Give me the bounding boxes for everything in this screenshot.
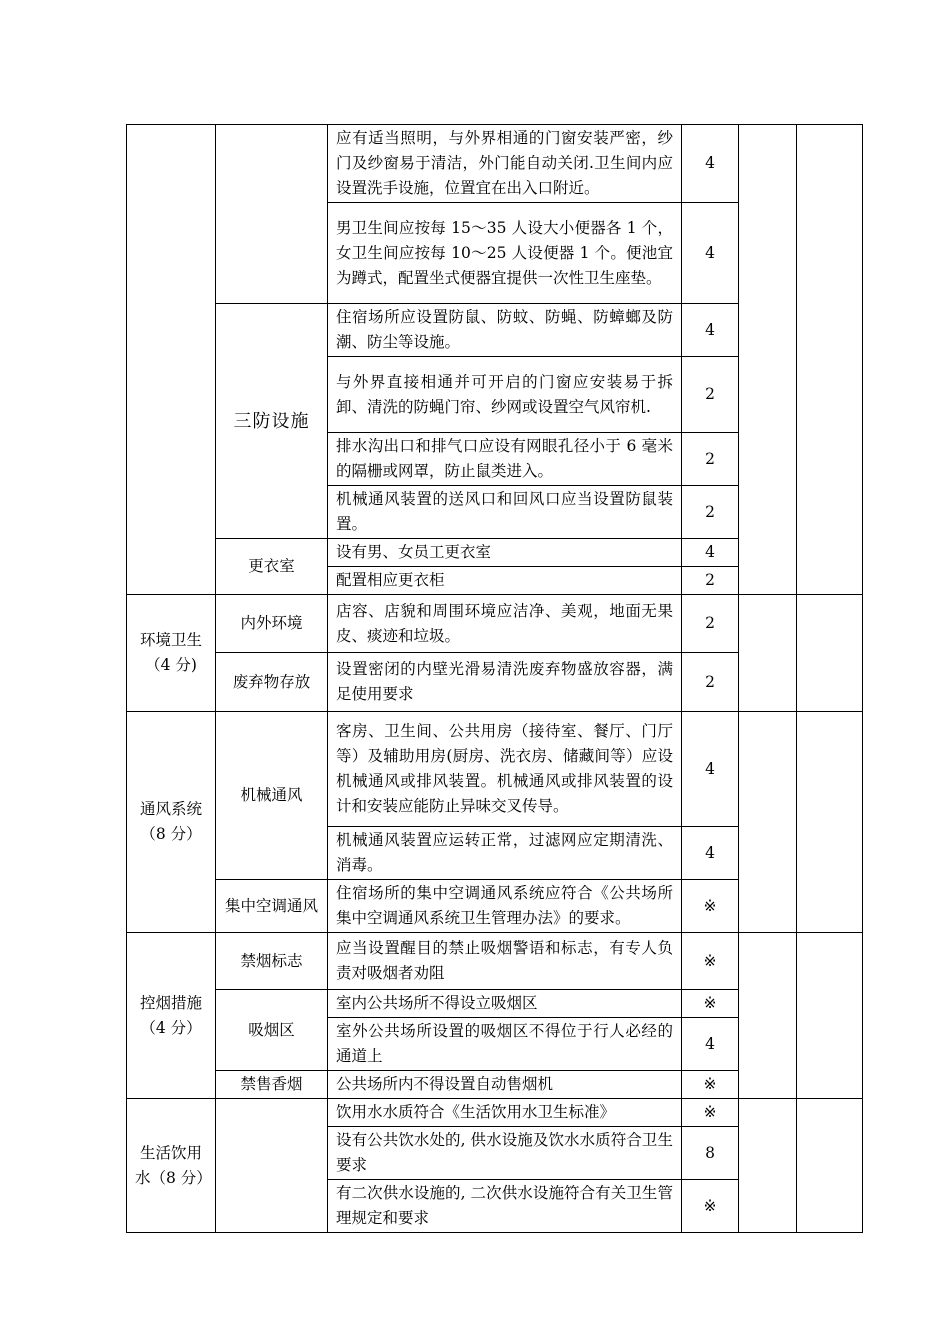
subcategory-cell-empty <box>216 1099 328 1233</box>
item-description: 应当设置醒目的禁止吸烟警语和标志，有专人负责对吸烟者劝阻 <box>328 933 682 990</box>
subcategory-pest-control: 三防设施 <box>216 304 328 539</box>
category-environment: 环境卫生（4 分) <box>127 595 216 712</box>
blank-cell <box>739 933 797 1099</box>
subcategory-cell-empty <box>216 125 328 304</box>
item-description: 室内公共场所不得设立吸烟区 <box>328 990 682 1018</box>
category-cell-empty <box>127 125 216 595</box>
item-description: 设置密闭的内壁光滑易清洗废弃物盛放容器，满足使用要求 <box>328 653 682 712</box>
item-score: ※ <box>682 990 739 1018</box>
subcategory-no-cigarette-sales: 禁售香烟 <box>216 1071 328 1099</box>
subcategory-locker-room: 更衣室 <box>216 539 328 595</box>
item-score: 4 <box>682 125 739 203</box>
item-score: 4 <box>682 304 739 357</box>
item-description: 男卫生间应按每 15～35 人设大小便器各 1 个，女卫生间应按每 10～25 人设便器 1 个。便池宜为蹲式，配置坐式便器宜提供一次性卫生座垫。 <box>328 203 682 304</box>
subcategory-no-smoking-sign: 禁烟标志 <box>216 933 328 990</box>
blank-cell <box>797 712 863 933</box>
subcategory-smoking-area: 吸烟区 <box>216 990 328 1071</box>
category-drinking-water: 生活饮用水（8 分） <box>127 1099 216 1233</box>
item-description: 室外公共场所设置的吸烟区不得位于行人必经的通道上 <box>328 1018 682 1071</box>
table-row <box>127 933 863 990</box>
blank-cell <box>797 595 863 712</box>
item-score: 2 <box>682 357 739 433</box>
blank-cell <box>739 125 797 595</box>
table-row <box>127 1099 863 1127</box>
item-score: ※ <box>682 1071 739 1099</box>
item-score: ※ <box>682 880 739 933</box>
item-score: 8 <box>682 1127 739 1180</box>
blank-cell <box>797 1099 863 1233</box>
item-score: ※ <box>682 933 739 990</box>
item-score: 2 <box>682 653 739 712</box>
blank-cell <box>797 125 863 595</box>
item-description: 与外界直接相通并可开启的门窗应安装易于拆卸、清洗的防蝇门帘、纱网或设置空气风帘机. <box>328 357 682 433</box>
item-description: 住宿场所应设置防鼠、防蚊、防蝇、防蟑螂及防潮、防尘等设施。 <box>328 304 682 357</box>
item-score: 4 <box>682 1018 739 1071</box>
blank-cell <box>739 1099 797 1233</box>
item-description: 机械通风装置应运转正常，过滤网应定期清洗、消毒。 <box>328 827 682 880</box>
item-score: 4 <box>682 827 739 880</box>
table-row <box>127 712 863 827</box>
category-smoking-control: 控烟措施（4 分） <box>127 933 216 1099</box>
subcategory-central-ac: 集中空调通风 <box>216 880 328 933</box>
item-description: 住宿场所的集中空调通风系统应符合《公共场所集中空调通风系统卫生管理办法》的要求。 <box>328 880 682 933</box>
item-score: 4 <box>682 712 739 827</box>
blank-cell <box>797 933 863 1099</box>
table-row <box>127 125 863 203</box>
item-score: 4 <box>682 203 739 304</box>
item-description: 有二次供水设施的, 二次供水设施符合有关卫生管理规定和要求 <box>328 1180 682 1233</box>
item-description: 配置相应更衣柜 <box>328 567 682 595</box>
item-description: 设有男、女员工更衣室 <box>328 539 682 567</box>
blank-cell <box>739 595 797 712</box>
item-score: 4 <box>682 539 739 567</box>
item-score: 2 <box>682 486 739 539</box>
item-score: ※ <box>682 1180 739 1233</box>
item-score: 2 <box>682 433 739 486</box>
item-description: 设有公共饮水处的, 供水设施及饮水水质符合卫生要求 <box>328 1127 682 1180</box>
blank-cell <box>739 712 797 933</box>
subcategory-surroundings: 内外环境 <box>216 595 328 653</box>
item-description: 店容、店貌和周围环境应洁净、美观，地面无果皮、痰迹和垃圾。 <box>328 595 682 653</box>
item-description: 应有适当照明，与外界相通的门窗安装严密，纱门及纱窗易于清洁，外门能自动关闭.卫生间内应设置洗手设施，位置宜在出入口附近。 <box>328 125 682 203</box>
subcategory-waste-storage: 废弃物存放 <box>216 653 328 712</box>
table-row <box>127 595 863 653</box>
subcategory-mechanical-ventilation: 机械通风 <box>216 712 328 880</box>
item-score: ※ <box>682 1099 739 1127</box>
item-score: 2 <box>682 567 739 595</box>
item-score: 2 <box>682 595 739 653</box>
item-description: 客房、卫生间、公共用房（接待室、餐厅、门厅等）及辅助用房(厨房、洗衣房、储藏间等）应设机械通风或排风装置。机械通风或排风装置的设计和安装应能防止异味交叉传导。 <box>328 712 682 827</box>
item-description: 饮用水水质符合《生活饮用水卫生标准》 <box>328 1099 682 1127</box>
item-description: 公共场所内不得设置自动售烟机 <box>328 1071 682 1099</box>
inspection-table <box>126 124 863 1233</box>
item-description: 机械通风装置的送风口和回风口应当设置防鼠装置。 <box>328 486 682 539</box>
item-description: 排水沟出口和排气口应设有网眼孔径小于 6 毫米的隔栅或网罩，防止鼠类进入。 <box>328 433 682 486</box>
category-ventilation: 通风系统（8 分） <box>127 712 216 933</box>
